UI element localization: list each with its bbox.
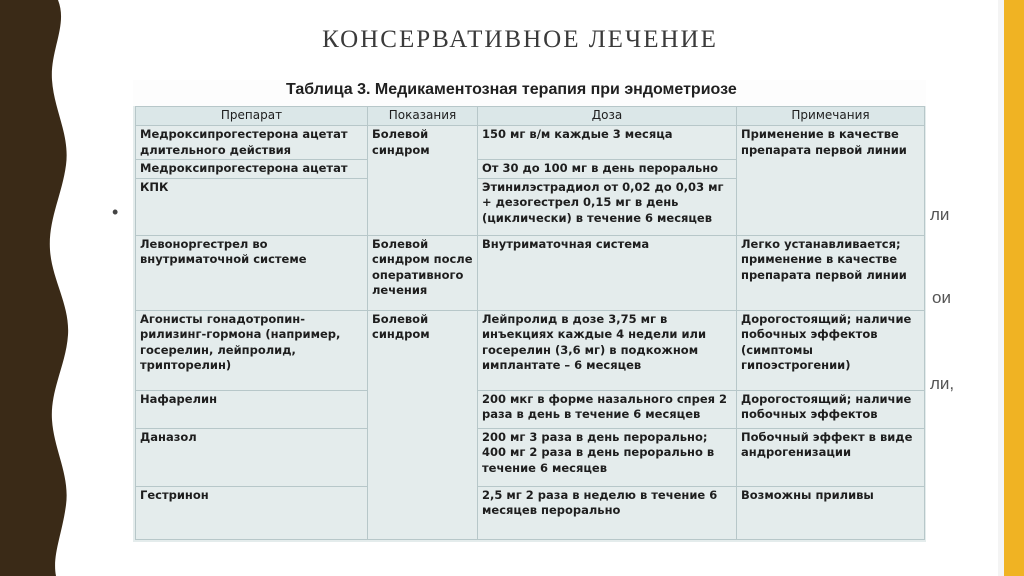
notes-cell: Возможны приливы xyxy=(737,486,925,540)
notes-cell: Дорогостоящий; наличие побочных эффектов (симптомы гипоэстрогении) xyxy=(737,310,925,390)
medication-table-image xyxy=(133,80,926,542)
indication-cell: Болевой синдром после оперативного лечения xyxy=(368,235,478,310)
decorative-wavy-border xyxy=(0,0,90,576)
drug-cell: КПК xyxy=(136,178,368,235)
hidden-text-fragment: ли, xyxy=(930,374,955,393)
medication-table xyxy=(135,106,925,540)
column-header: Примечания xyxy=(737,107,925,126)
table-row xyxy=(136,235,925,310)
column-header: Доза xyxy=(478,107,737,126)
notes-cell: Побочный эффект в виде андрогенизации xyxy=(737,428,925,486)
dose-cell: 150 мг в/м каждые 3 месяца xyxy=(478,126,737,160)
drug-cell: Медроксипрогестерона ацетат длительного действия xyxy=(136,126,368,160)
indication-cell: Болевой синдром xyxy=(368,126,478,236)
dose-cell: Внутриматочная система xyxy=(478,235,737,310)
dose-cell: Лейпролид в дозе 3,75 мг в инъекциях каждые 4 недели или госерелин (3,6 мг) в подкожном имплантате – 6 месяцев xyxy=(478,310,737,390)
drug-cell: Даназол xyxy=(136,428,368,486)
hidden-text-fragment: ои xyxy=(932,288,951,307)
dose-cell: От 30 до 100 мг в день перорально xyxy=(478,160,737,179)
drug-cell: Агонисты гонадотропин-рилизинг-гормона (например, госерелин, лейпролид, трипторелин) xyxy=(136,310,368,390)
drug-cell: Гестринон xyxy=(136,486,368,540)
column-header: Показания xyxy=(368,107,478,126)
drug-cell: Левоноргестрел во внутриматочной системе xyxy=(136,235,368,310)
column-header: Препарат xyxy=(136,107,368,126)
dose-cell: 200 мг 3 раза в день перорально; 400 мг 2 раза в день перорально в течение 6 месяцев xyxy=(478,428,737,486)
right-accent-bar xyxy=(1004,0,1024,576)
table-row xyxy=(136,126,925,160)
hidden-text-fragment: ли xyxy=(930,205,950,224)
slide-title: КОНСЕРВАТИВНОЕ ЛЕЧЕНИЕ xyxy=(322,26,718,53)
dose-cell: 2,5 мг 2 раза в неделю в течение 6 месяцев перорально xyxy=(478,486,737,540)
table-header-row xyxy=(136,107,925,126)
table-row xyxy=(136,390,925,428)
drug-cell: Медроксипрогестерона ацетат xyxy=(136,160,368,179)
table-row xyxy=(136,428,925,486)
notes-cell: Применение в качестве препарата первой линии xyxy=(737,126,925,236)
table-caption: Таблица 3. Медикаментозная терапия при эндометриозе xyxy=(133,80,926,106)
table-row xyxy=(136,310,925,390)
table-row xyxy=(136,486,925,540)
indication-cell: Болевой синдром xyxy=(368,310,478,540)
notes-cell: Дорогостоящий; наличие побочных эффектов xyxy=(737,390,925,428)
dose-cell: Этинилэстрадиол от 0,02 до 0,03 мг + дезогестрел 0,15 мг в день (циклически) в течение 6 месяцев xyxy=(478,178,737,235)
drug-cell: Нафарелин xyxy=(136,390,368,428)
bullet-point: • xyxy=(112,202,119,222)
dose-cell: 200 мкг в форме назального спрея 2 раза в день в течение 6 месяцев xyxy=(478,390,737,428)
notes-cell: Легко устанавливается; применение в качестве препарата первой линии xyxy=(737,235,925,310)
